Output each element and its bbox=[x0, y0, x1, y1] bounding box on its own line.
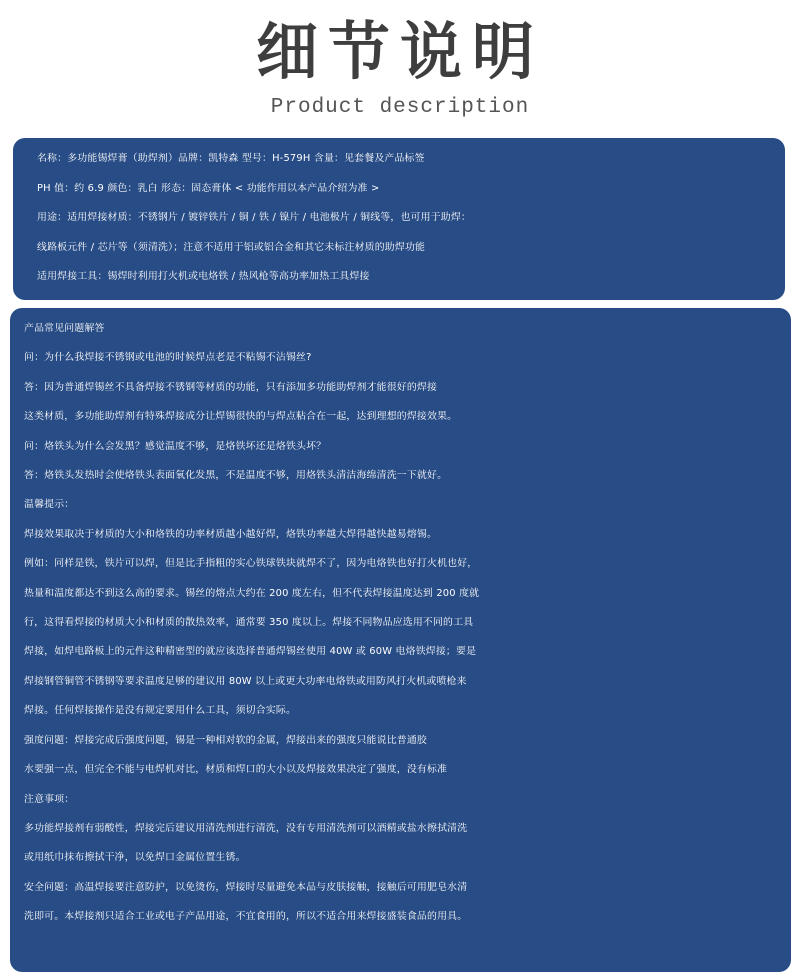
tips-line: 焊接，如焊电路板上的元件这种精密型的就应该选择普通焊锡丝使用 40W 或 60W 电烙铁焊接；要是 bbox=[24, 646, 477, 658]
safety-line: 安全问题：高温焊接要注意防护，以免烫伤，焊接时尽量避免本品与皮肤接触，接触后可用肥皂水清 bbox=[24, 881, 468, 893]
notes-line: 或用纸巾抹布擦拭干净，以免焊口金属位置生锈。 bbox=[24, 852, 246, 864]
strength-line: 水要强一点，但完全不能与电焊机对比，材质和焊口的大小以及焊接效果决定了强度，没有标准 bbox=[24, 764, 448, 776]
faq-answer-1-cont: 这类材质，多功能助焊剂有特殊焊接成分让焊锡很快的与焊点粘合在一起，达到理想的焊接效果。 bbox=[24, 411, 458, 423]
faq-answer-1: 答：因为普通焊锡丝不具备焊接不锈钢等材质的功能，只有添加多功能助焊剂才能很好的焊接 bbox=[24, 381, 438, 393]
tips-line: 焊接。任何焊接操作是没有规定要用什么工具，须切合实际。 bbox=[24, 705, 297, 717]
page-title: 细节说明 bbox=[255, 15, 544, 88]
tips-heading: 温馨提示： bbox=[24, 499, 75, 511]
tips-line: 焊接效果取决于材质的大小和烙铁的功率材质越小越好焊，烙铁功率越大焊得越快越易熔锡。 bbox=[24, 528, 438, 540]
spec-panel bbox=[13, 138, 785, 300]
faq-question-2: 问：烙铁头为什么会发黑？感觉温度不够，是烙铁坏还是烙铁头坏？ bbox=[24, 440, 327, 452]
spec-line-usage-cont: 线路板元件 / 芯片等（须清洗）；注意不适用于铝或铝合金和其它未标注材质的助焊功能 bbox=[37, 241, 426, 253]
spec-line-tools: 适用焊接工具：锡焊时利用打火机或电烙铁 / 热风枪等高功率加热工具焊接 bbox=[37, 271, 370, 282]
tips-line: 热量和温度都达不到这么高的要求。锡丝的熔点大约在 200 度左右，但不代表焊接温度达到 200 度就 bbox=[24, 587, 480, 599]
faq-panel bbox=[10, 308, 791, 972]
page-subtitle: Product description bbox=[270, 96, 530, 119]
spec-line-ph-color-form: PH 值：约 6.9 颜色：乳白 形态：固态膏体 < 功能作用以本产品介绍为准 > bbox=[37, 182, 380, 194]
faq-answer-2: 答：烙铁头发热时会使烙铁头表面氧化发黑，不是温度不够，用烙铁头清洁海绵清洗一下就好。 bbox=[24, 470, 448, 482]
spec-line-name-brand-model: 名称：多功能锡焊膏（助焊剂）品牌：凯特森 型号：H-579H 含量：见套餐及产品标签 bbox=[37, 153, 425, 164]
safety-line: 洗即可。本焊接剂只适合工业或电子产品用途，不宜食用的，所以不适合用来焊接盛装食品的用具。 bbox=[24, 911, 468, 923]
spec-line-usage: 用途：适用焊接材质：不锈钢片 / 镀锌铁片 / 铜 / 铁 / 镍片 / 电池极片 / 铜线等，也可用于助焊： bbox=[37, 212, 472, 223]
faq-heading: 产品常见问题解答 bbox=[24, 323, 105, 334]
tips-line: 例如：同样是铁，铁片可以焊，但是比手指粗的实心铁球铁块就焊不了，因为电烙铁也好打火机也好， bbox=[24, 558, 478, 570]
faq-question-1: 问：为什么我焊接不锈钢或电池的时候焊点老是不粘锡不沾锡丝? bbox=[24, 352, 312, 364]
notes-heading: 注意事项： bbox=[24, 793, 75, 805]
strength-line: 强度问题：焊接完成后强度问题，锡是一种相对软的金属，焊接出来的强度只能说比普通胶 bbox=[24, 734, 428, 746]
notes-line: 多功能焊接剂有弱酸性，焊接完后建议用清洗剂进行清洗，没有专用清洗剂可以酒精或盐水擦拭清洗 bbox=[24, 822, 468, 834]
tips-line: 行，这得看焊接的材质大小和材质的散热效率，通常要 350 度以上。焊接不同物品应选用不同的工具 bbox=[24, 617, 474, 629]
tips-line: 焊接钢管铜管不锈钢等要求温度足够的建议用 80W 以上或更大功率电烙铁或用防风打火机或喷枪来 bbox=[24, 675, 467, 687]
